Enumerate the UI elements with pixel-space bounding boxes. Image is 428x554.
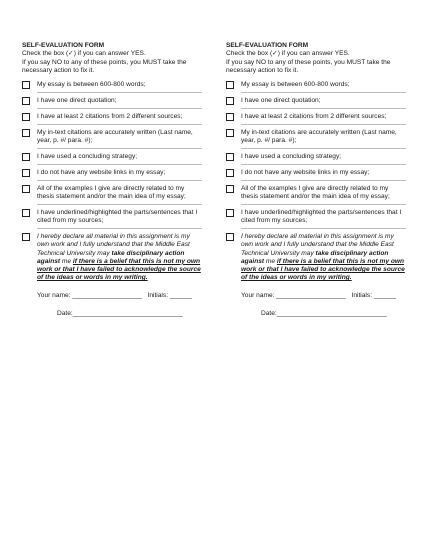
- divider: [241, 108, 406, 109]
- item-text: I do not have any website links in my essay;: [37, 168, 166, 176]
- checkbox[interactable]: [226, 185, 234, 193]
- divider: [241, 180, 406, 181]
- date-line: [22, 310, 202, 318]
- item-text: I do not have any website links in my essay;: [241, 168, 370, 176]
- date-field[interactable]: Date:______________________________: [261, 310, 387, 318]
- declaration-bold: take disciplinary action against: [37, 249, 185, 265]
- item-text: My essay is between 600-800 words;: [241, 80, 350, 88]
- checkbox[interactable]: [226, 209, 234, 217]
- divider: [241, 204, 406, 205]
- checkbox[interactable]: [226, 97, 234, 105]
- instruction-no: If you say NO to any of these points, you MUST take the necessary action to fix it.: [226, 58, 391, 75]
- checkbox[interactable]: [226, 129, 234, 137]
- instruction-check: Check the box (✓) if you can answer YES.: [226, 50, 350, 58]
- checklist-item: [226, 209, 406, 225]
- checklist-item: [22, 81, 202, 89]
- checkbox[interactable]: [226, 153, 234, 161]
- checkbox[interactable]: [226, 169, 234, 177]
- divider: [241, 228, 406, 229]
- item-text: My in-text citations are accurately written (Last name, year, p. #/ para. #);: [37, 128, 193, 144]
- checklist-item: [226, 113, 406, 121]
- item-text: I have at least 2 citations from 2 different sources;: [37, 112, 183, 120]
- checkbox[interactable]: [22, 185, 30, 193]
- divider: [37, 180, 202, 181]
- checkbox[interactable]: [22, 233, 30, 241]
- checklist-item: [22, 185, 202, 201]
- item-text: My in-text citations are accurately written (Last name, year, p. #/ para. #);: [241, 128, 397, 144]
- name-line: [226, 292, 406, 300]
- your-name-field[interactable]: Your name: ___________________: [241, 292, 346, 300]
- divider: [37, 204, 202, 205]
- instruction-no: If you say NO to any of these points, you MUST take the necessary action to fix it.: [22, 58, 187, 75]
- divider: [241, 124, 406, 125]
- checkbox[interactable]: [22, 209, 30, 217]
- checkbox[interactable]: [226, 81, 234, 89]
- initials-field[interactable]: Initials: ______: [351, 292, 396, 300]
- checklist-item: [226, 97, 406, 105]
- item-text: All of the examples I give are directly related to my thesis statement and/or the main idea of my essay;: [241, 184, 390, 201]
- declaration-bold-underline: if there is a belief that this is not my own work or that I have failed to acknowledge the source of the ideas or words in my writing.: [241, 257, 405, 282]
- initials-field[interactable]: Initials: ______: [147, 292, 192, 300]
- declaration: [22, 233, 202, 282]
- item-text: I have one direct quotation;: [241, 96, 321, 104]
- checklist-item: [226, 81, 406, 89]
- checklist-item: [22, 97, 202, 105]
- checklist-item: [226, 185, 406, 201]
- item-text: I have used a concluding strategy;: [241, 152, 342, 160]
- form-left: [22, 42, 202, 318]
- your-name-field[interactable]: Your name: ___________________: [37, 292, 142, 300]
- divider: [37, 164, 202, 165]
- divider: [37, 108, 202, 109]
- divider: [37, 148, 202, 149]
- checkbox[interactable]: [226, 233, 234, 241]
- item-text: My essay is between 600-800 words;: [37, 80, 146, 88]
- checkbox[interactable]: [22, 129, 30, 137]
- item-text: All of the examples I give are directly related to my thesis statement and/or the main idea of my essay;: [37, 184, 186, 201]
- declaration-text-2: me: [264, 257, 277, 265]
- declaration-text-1: I hereby declare all material in this assignment is my own work and I fully understand that the Middle East Technical University may: [241, 233, 394, 257]
- checkbox[interactable]: [22, 97, 30, 105]
- divider: [241, 92, 406, 93]
- date-field[interactable]: Date:______________________________: [57, 310, 183, 318]
- checklist: [226, 81, 406, 283]
- checkbox[interactable]: [22, 153, 30, 161]
- checklist-item: [22, 153, 202, 161]
- name-line: [22, 292, 202, 300]
- instruction-check: Check the box (✓) if you can answer YES.: [22, 50, 146, 58]
- date-line: [226, 310, 406, 318]
- checklist-item: [22, 209, 202, 225]
- item-text: I have underlined/highlighted the parts/sentences that I cited from my sources;: [241, 209, 402, 225]
- declaration-text-2: me: [60, 257, 73, 265]
- declaration-text-1: I hereby declare all material in this assignment is my own work and I fully understand that the Middle East Technical University may: [37, 233, 190, 257]
- form-title: SELF-EVALUATION FORM: [22, 42, 105, 49]
- form-title: SELF-EVALUATION FORM: [226, 42, 309, 49]
- checkbox[interactable]: [226, 113, 234, 121]
- divider: [37, 92, 202, 93]
- item-text: I have at least 2 citations from 2 different sources;: [241, 112, 387, 120]
- checklist-item: [226, 169, 406, 177]
- checklist-item: [226, 129, 406, 145]
- item-text: I have one direct quotation;: [37, 96, 117, 104]
- checklist-item: [22, 169, 202, 177]
- checklist-item: [226, 153, 406, 161]
- divider: [241, 164, 406, 165]
- checklist-item: [22, 129, 202, 145]
- divider: [241, 148, 406, 149]
- divider: [37, 124, 202, 125]
- declaration-bold-underline: if there is a belief that this is not my own work or that I have failed to acknowledge the source of the ideas or words in my writing.: [37, 257, 201, 282]
- checkbox[interactable]: [22, 113, 30, 121]
- divider: [37, 228, 202, 229]
- form-right: [226, 42, 406, 318]
- checklist: [22, 81, 202, 283]
- checkbox[interactable]: [22, 81, 30, 89]
- checklist-item: [22, 113, 202, 121]
- item-text: I have underlined/highlighted the parts/sentences that I cited from my sources;: [37, 209, 198, 225]
- declaration-bold: take disciplinary action against: [241, 249, 389, 265]
- checkbox[interactable]: [22, 169, 30, 177]
- item-text: I have used a concluding strategy;: [37, 152, 138, 160]
- declaration: [226, 233, 406, 282]
